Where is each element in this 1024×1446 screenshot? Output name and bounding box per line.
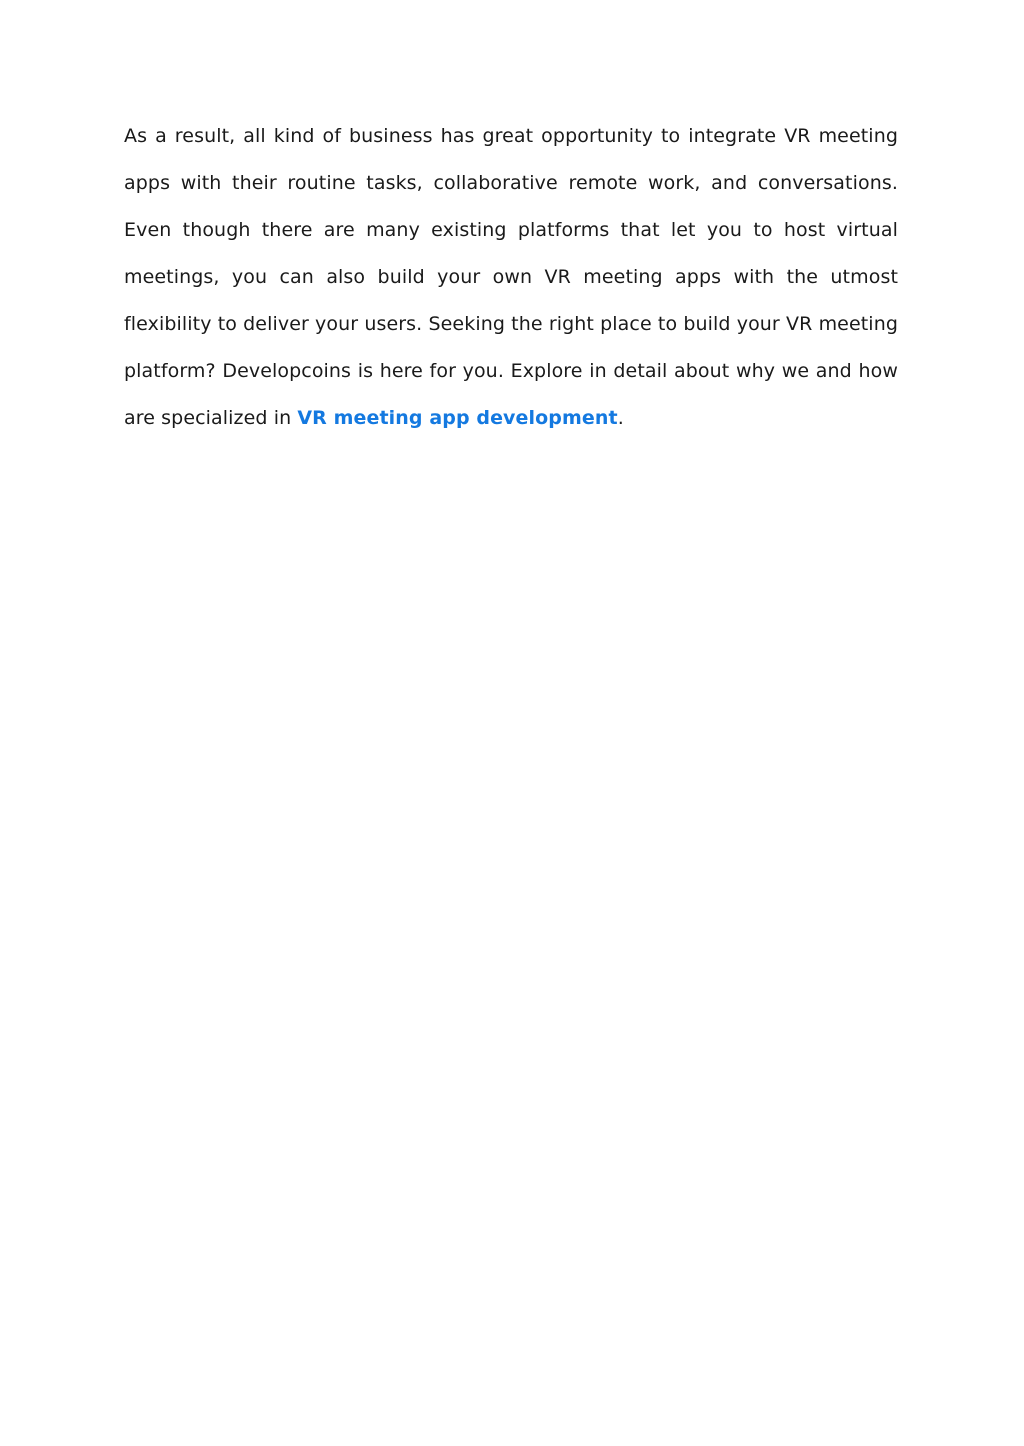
paragraph-text: As a result, all kind of business has great opportunity to integrate VR meeting apps with their routine tasks, collaborative remote work, and conversations. Even though there are many existing platforms that let you to host virtual meetings, you can also build your own VR meeting apps with the utmost flexibility to deliver your users. Seeking the right place to build your VR meeting platform? Developcoins is here for you. Explore in detail about why we and how are specialized in — [124, 125, 898, 429]
paragraph-end-punctuation: . — [617, 407, 624, 429]
vr-meeting-app-development-link[interactable]: VR meeting app development — [297, 407, 618, 429]
body-paragraph — [124, 113, 898, 442]
